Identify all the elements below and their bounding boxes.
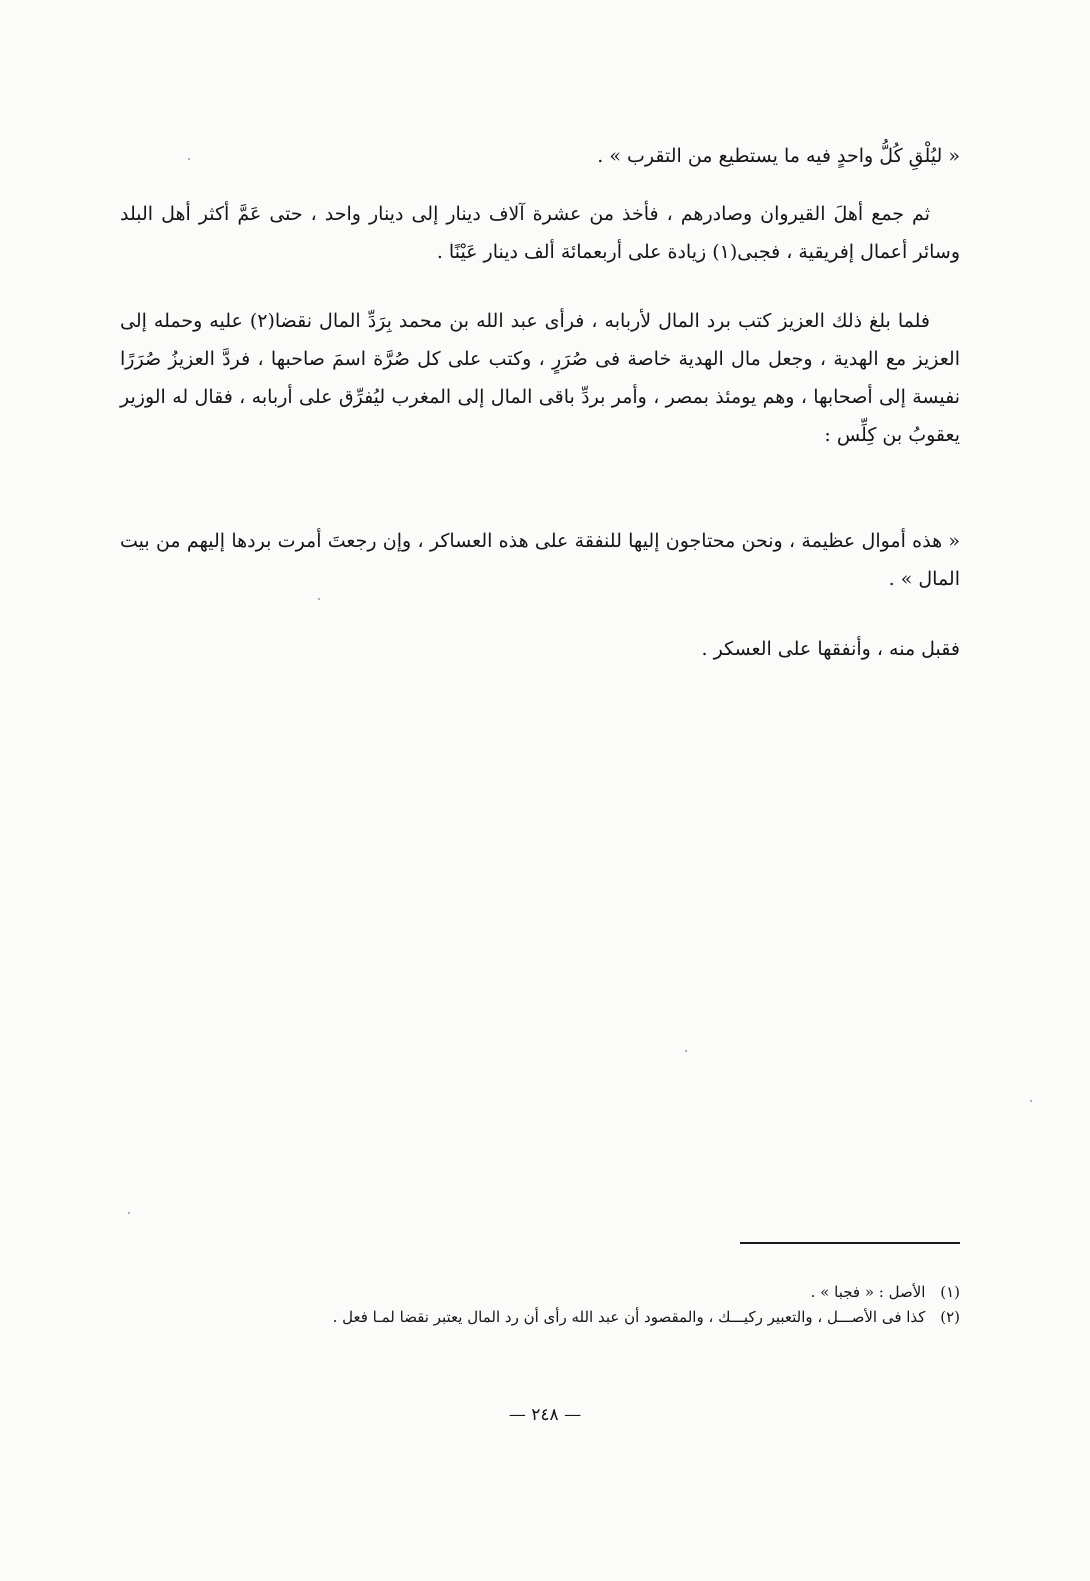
footnote-number: (٢) <box>940 1308 960 1326</box>
scan-speck <box>128 1212 130 1214</box>
body-paragraph-5: فقبل منه ، وأنفقها على العسكر . <box>701 638 960 660</box>
body-paragraph-3: فلما بلغ ذلك العزيز كتب برد المال لأربابه ، فرأى عبد الله بن محمد بِرَدِّ المال نقضا(٢) عليه وحمله إلى العزيز مع الهدية ، وجعل مال الهدية خاصة فى صُرَرٍ ، وكتب على كل صُرَّة اسمَ صاحبها ، فردَّ العزيزُ صُرَرًا نفيسة إلى أصحابها ، وهم يومئذ بمصر ، وأمر بردِّ باقى المال إلى المغرب ليُفرِّق على أربابه ، فقال له الوزير يعقوبُ بن كِلِّس : <box>120 310 960 446</box>
quote-paragraph-2: « هذه أموال عظيمة ، ونحن محتاجون إليها للنفقة على هذه العساكر ، وإن رجعتَ أمرت بردها إليهم من بيت المال » . <box>120 530 960 590</box>
quote-paragraph-1: « ليُلْقِ كُلُّ واحدٍ فيه ما يستطيع من التقرب » . <box>597 145 960 167</box>
page-number: — ٢٤٨ — <box>508 1405 582 1425</box>
footnote-text: الأصل : « فجبا » . <box>810 1283 926 1301</box>
scan-speck <box>685 1050 687 1052</box>
footnote-number: (١) <box>940 1283 960 1301</box>
footnote-2 <box>110 1305 960 1330</box>
footnote-1 <box>110 1280 960 1305</box>
scan-speck <box>188 158 190 160</box>
footnotes <box>110 1280 960 1330</box>
scan-speck <box>318 598 320 600</box>
footnote-separator <box>740 1242 960 1244</box>
footnote-text: كذا فى الأصـــل ، والتعبير ركيـــك ، والمقصود أن عبد الله رأى أن رد المال يعتبر نقضا لمـا فعل . <box>332 1308 926 1326</box>
scan-speck <box>1030 1100 1032 1102</box>
body-paragraph-2: ثم جمع أهلَ القيروان وصادرهم ، فأخذ من عشرة آلاف دينار إلى دينار واحد ، حتى عَمَّ أكثر أهل البلد وسائر أعمال إفريقية ، فجبى(١) زيادة على أربعمائة ألف دينار عَيْنًا . <box>120 203 960 263</box>
